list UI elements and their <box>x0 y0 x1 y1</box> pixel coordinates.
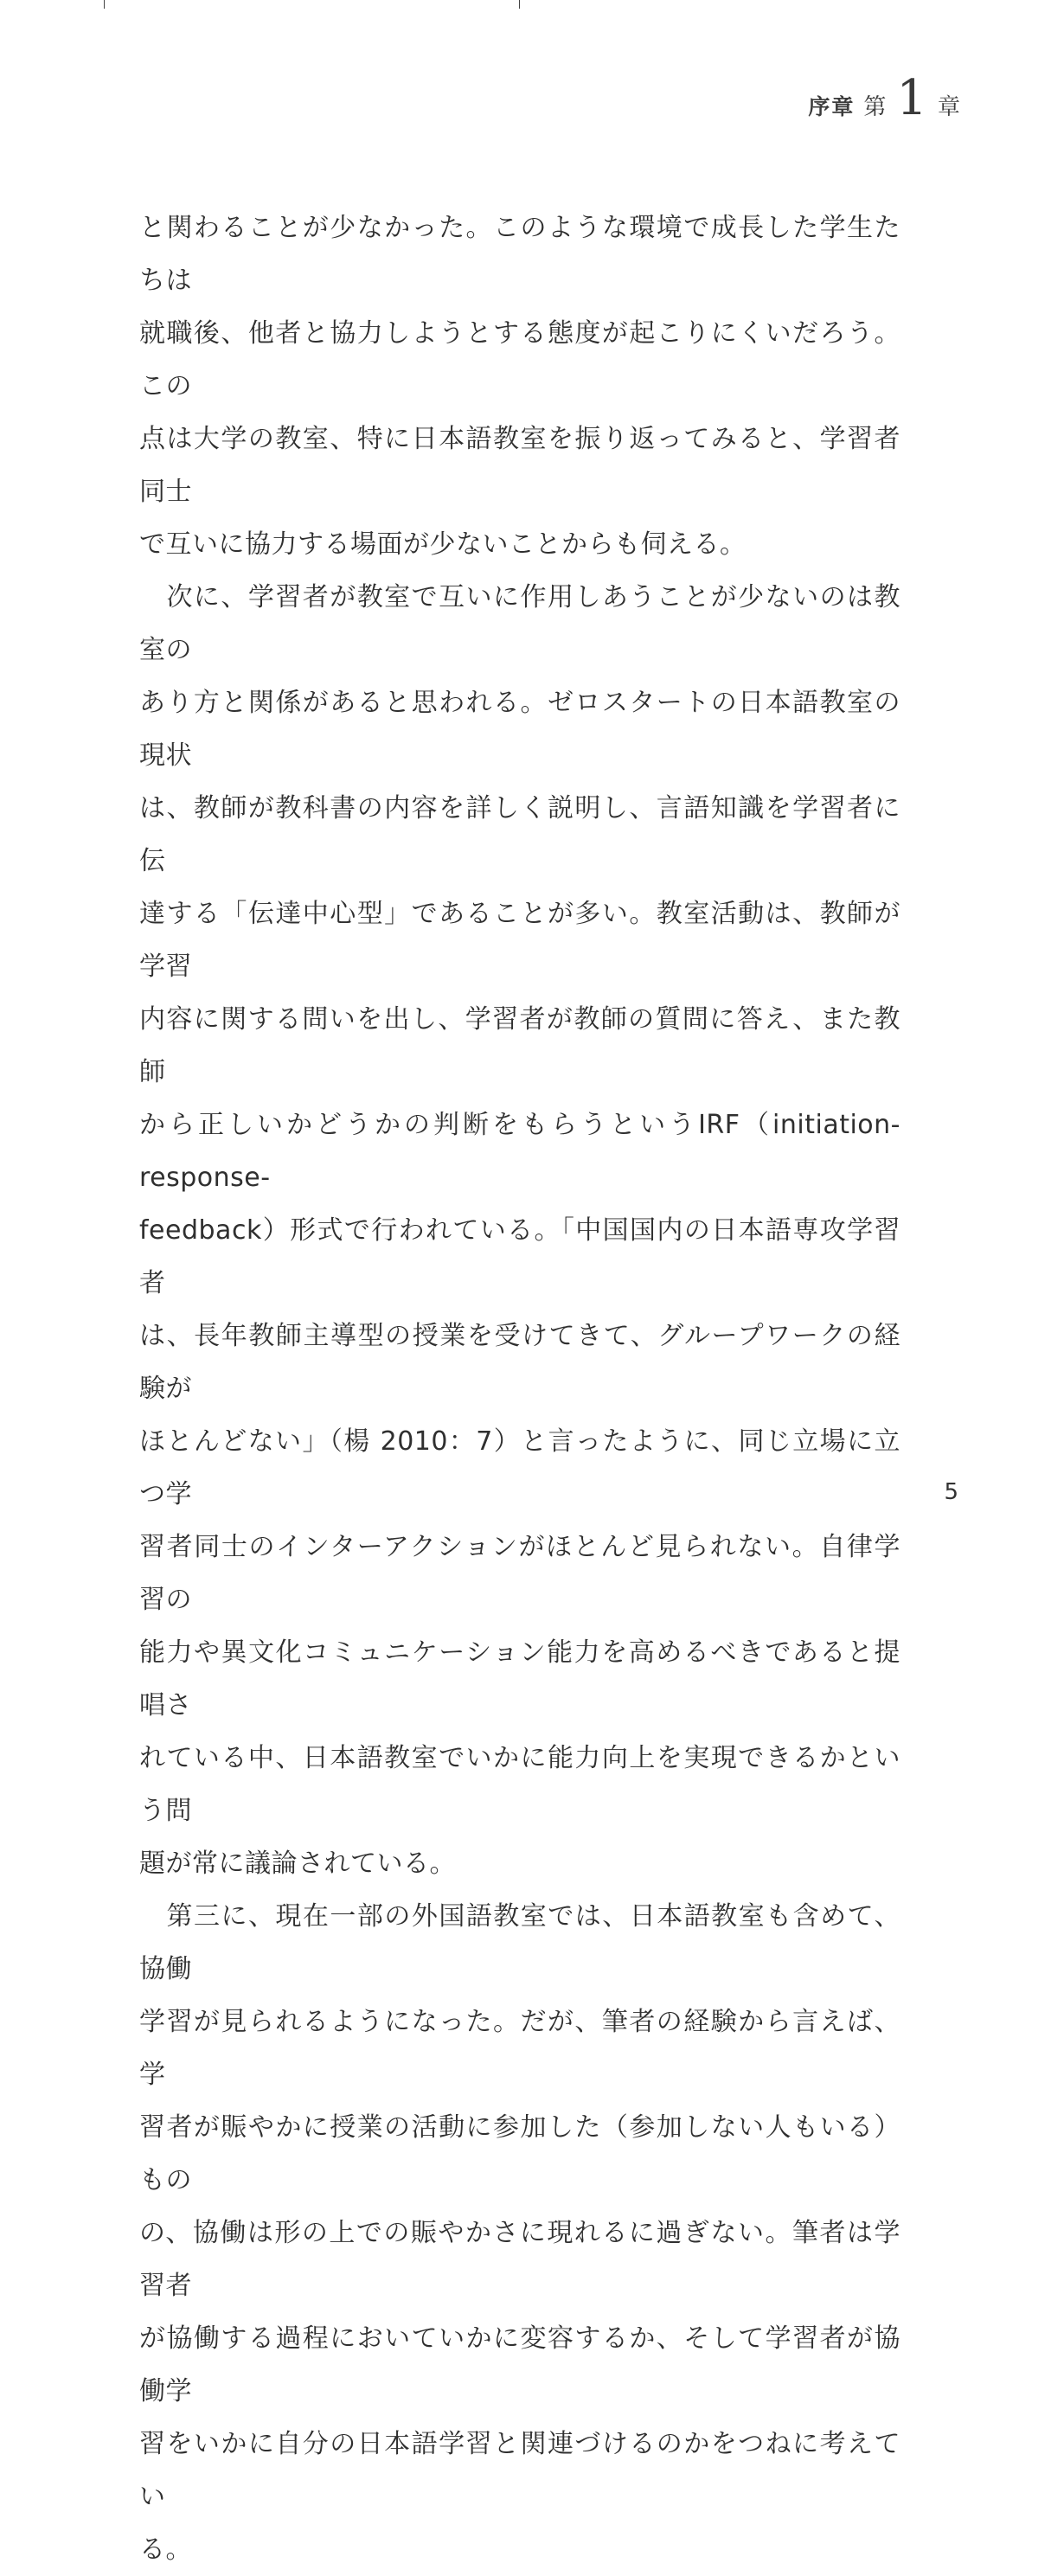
chapter-number: 1 <box>896 70 927 126</box>
running-header <box>808 70 960 126</box>
chapter-suffix: 章 <box>937 94 960 120</box>
body-text <box>139 202 900 2576</box>
section-label: 序章 <box>808 94 856 119</box>
chapter-prefix: 第 <box>863 94 887 120</box>
paragraph-1: と関わることが少なかった。このような環境で成長した学生たちは 就職後、他者と協力しようとする態度が起こりにくいだろう。この 点は大学の教室、特に日本語教室を振り返ってみると、学習者同士 で互いに協力する場面が少ないことからも伺える。 <box>139 213 900 560</box>
crop-mark-left <box>104 0 105 9</box>
page-number: 5 <box>944 1479 958 1505</box>
paragraph-2: 次に、学習者が教室で互いに作用しあうことが少ないのは教室の あり方と関係があると思われる。ゼロスタートの日本語教室の現状 は、教師が教科書の内容を詳しく説明し、言語知識を学習者に伝 達する「伝達中心型」であることが多い。教室活動は、教師が学習 内容に関する問いを出し、学習者が教師の質問に答え、また教師 から正しいかどうかの判断をもらうというIRF（initiation-response- feedback）形式で行われている。「中国国内の日本語専攻学習者 は、長年教師主導型の授業を受けてきて、グループワークの経験が ほとんどない」（楊 2010：7）と言ったように、同じ立場に立つ学 習者同士のインターアクションがほとんど見られない。自律学習の 能力や異文化コミュニケーション能力を高めるべきであると提唱さ れている中、日本語教室でいかに能力向上を実現できるかという問 題が常に議論されている。 <box>139 582 900 1879</box>
paragraph-3: 第三に、現在一部の外国語教室では、日本語教室も含めて、協働 学習が見られるようになった。だが、筆者の経験から言えば、学 習者が賑やかに授業の活動に参加した（参加しない人もいる）もの の、協働は形の上での賑やかさに現れるに過ぎない。筆者は学習者 が協働する過程においていかに変容するか、そして学習者が協働学 習をいかに自分の日本語学習と関連づけるのかをつねに考えてい る。 <box>139 1901 900 2565</box>
crop-mark-right <box>519 0 520 9</box>
